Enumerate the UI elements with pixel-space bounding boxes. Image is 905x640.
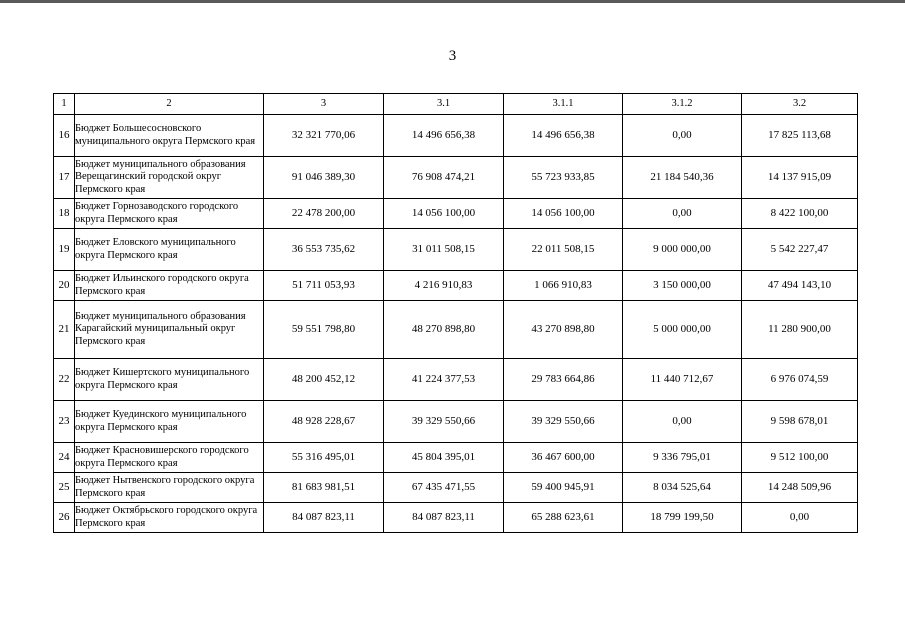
table-row bbox=[54, 115, 858, 157]
row-number: 22 bbox=[54, 359, 75, 401]
cell-3-2: 14 137 915,09 bbox=[742, 157, 858, 199]
cell-3-1-1: 65 288 623,61 bbox=[504, 503, 623, 533]
cell-3-1-2: 3 150 000,00 bbox=[623, 271, 742, 301]
budget-name: Бюджет Кишертского муниципального округа Пермского края bbox=[75, 359, 264, 401]
budget-name: Бюджет Красновишерского городского округа Пермского края bbox=[75, 443, 264, 473]
column-header: 3.1 bbox=[384, 94, 504, 115]
cell-3-2: 0,00 bbox=[742, 503, 858, 533]
cell-3-1-1: 1 066 910,83 bbox=[504, 271, 623, 301]
budget-table bbox=[53, 93, 858, 533]
budget-name: Бюджет муниципального образования Карагайский муниципальный округ Пермского края bbox=[75, 301, 264, 359]
cell-3-1: 48 270 898,80 bbox=[384, 301, 504, 359]
row-number: 16 bbox=[54, 115, 75, 157]
cell-3-1: 14 056 100,00 bbox=[384, 199, 504, 229]
table-row bbox=[54, 271, 858, 301]
cell-3-1-1: 55 723 933,85 bbox=[504, 157, 623, 199]
cell-total: 22 478 200,00 bbox=[264, 199, 384, 229]
cell-3-1-2: 8 034 525,64 bbox=[623, 473, 742, 503]
cell-3-1-1: 14 496 656,38 bbox=[504, 115, 623, 157]
cell-3-2: 17 825 113,68 bbox=[742, 115, 858, 157]
row-number: 23 bbox=[54, 401, 75, 443]
cell-3-1: 76 908 474,21 bbox=[384, 157, 504, 199]
budget-name: Бюджет муниципального образования Верещагинский городской округ Пермского края bbox=[75, 157, 264, 199]
table-header-row bbox=[54, 94, 858, 115]
cell-3-1-2: 0,00 bbox=[623, 199, 742, 229]
cell-3-1: 31 011 508,15 bbox=[384, 229, 504, 271]
cell-3-1-1: 22 011 508,15 bbox=[504, 229, 623, 271]
cell-3-1-2: 0,00 bbox=[623, 401, 742, 443]
cell-3-1-2: 11 440 712,67 bbox=[623, 359, 742, 401]
cell-3-1-2: 18 799 199,50 bbox=[623, 503, 742, 533]
cell-3-2: 5 542 227,47 bbox=[742, 229, 858, 271]
table-row bbox=[54, 503, 858, 533]
table-row bbox=[54, 301, 858, 359]
table-row bbox=[54, 229, 858, 271]
row-number: 21 bbox=[54, 301, 75, 359]
cell-total: 48 928 228,67 bbox=[264, 401, 384, 443]
cell-3-1-1: 29 783 664,86 bbox=[504, 359, 623, 401]
cell-total: 32 321 770,06 bbox=[264, 115, 384, 157]
row-number: 19 bbox=[54, 229, 75, 271]
budget-name: Бюджет Горнозаводского городского округа Пермского края bbox=[75, 199, 264, 229]
row-number: 26 bbox=[54, 503, 75, 533]
cell-3-1: 67 435 471,55 bbox=[384, 473, 504, 503]
page-number: 3 bbox=[448, 48, 457, 64]
cell-3-1: 45 804 395,01 bbox=[384, 443, 504, 473]
cell-total: 59 551 798,80 bbox=[264, 301, 384, 359]
cell-total: 55 316 495,01 bbox=[264, 443, 384, 473]
cell-3-2: 9 512 100,00 bbox=[742, 443, 858, 473]
cell-3-1-1: 43 270 898,80 bbox=[504, 301, 623, 359]
cell-3-2: 6 976 074,59 bbox=[742, 359, 858, 401]
cell-total: 36 553 735,62 bbox=[264, 229, 384, 271]
budget-name: Бюджет Большесосновского муниципального округа Пермского края bbox=[75, 115, 264, 157]
cell-3-1: 14 496 656,38 bbox=[384, 115, 504, 157]
cell-3-1: 41 224 377,53 bbox=[384, 359, 504, 401]
cell-3-1-2: 5 000 000,00 bbox=[623, 301, 742, 359]
cell-total: 84 087 823,11 bbox=[264, 503, 384, 533]
cell-3-2: 47 494 143,10 bbox=[742, 271, 858, 301]
cell-3-2: 11 280 900,00 bbox=[742, 301, 858, 359]
column-header: 3.2 bbox=[742, 94, 858, 115]
budget-name: Бюджет Еловского муниципального округа Пермского края bbox=[75, 229, 264, 271]
cell-3-1-2: 9 000 000,00 bbox=[623, 229, 742, 271]
column-header: 1 bbox=[54, 94, 75, 115]
cell-3-1-2: 0,00 bbox=[623, 115, 742, 157]
table-row bbox=[54, 473, 858, 503]
row-number: 24 bbox=[54, 443, 75, 473]
column-header: 2 bbox=[75, 94, 264, 115]
budget-name: Бюджет Октябрьского городского округа Пермского края bbox=[75, 503, 264, 533]
cell-3-1: 84 087 823,11 bbox=[384, 503, 504, 533]
row-number: 25 bbox=[54, 473, 75, 503]
cell-3-1-1: 39 329 550,66 bbox=[504, 401, 623, 443]
cell-total: 81 683 981,51 bbox=[264, 473, 384, 503]
cell-total: 48 200 452,12 bbox=[264, 359, 384, 401]
budget-name: Бюджет Ильинского городского округа Пермского края bbox=[75, 271, 264, 301]
cell-3-1-2: 21 184 540,36 bbox=[623, 157, 742, 199]
cell-3-1-2: 9 336 795,01 bbox=[623, 443, 742, 473]
cell-3-2: 9 598 678,01 bbox=[742, 401, 858, 443]
row-number: 18 bbox=[54, 199, 75, 229]
table-row bbox=[54, 401, 858, 443]
cell-total: 91 046 389,30 bbox=[264, 157, 384, 199]
table-row bbox=[54, 443, 858, 473]
cell-3-1-1: 14 056 100,00 bbox=[504, 199, 623, 229]
cell-total: 51 711 053,93 bbox=[264, 271, 384, 301]
budget-name: Бюджет Нытвенского городского округа Пермского края bbox=[75, 473, 264, 503]
cell-3-2: 14 248 509,96 bbox=[742, 473, 858, 503]
cell-3-1-1: 59 400 945,91 bbox=[504, 473, 623, 503]
cell-3-1: 39 329 550,66 bbox=[384, 401, 504, 443]
budget-name: Бюджет Куединского муниципального округа Пермского края bbox=[75, 401, 264, 443]
cell-3-1: 4 216 910,83 bbox=[384, 271, 504, 301]
table-row bbox=[54, 199, 858, 229]
cell-3-2: 8 422 100,00 bbox=[742, 199, 858, 229]
column-header: 3.1.2 bbox=[623, 94, 742, 115]
scan-edge-line bbox=[0, 0, 905, 3]
table-row bbox=[54, 157, 858, 199]
column-header: 3 bbox=[264, 94, 384, 115]
table-row bbox=[54, 359, 858, 401]
cell-3-1-1: 36 467 600,00 bbox=[504, 443, 623, 473]
column-header: 3.1.1 bbox=[504, 94, 623, 115]
row-number: 20 bbox=[54, 271, 75, 301]
row-number: 17 bbox=[54, 157, 75, 199]
